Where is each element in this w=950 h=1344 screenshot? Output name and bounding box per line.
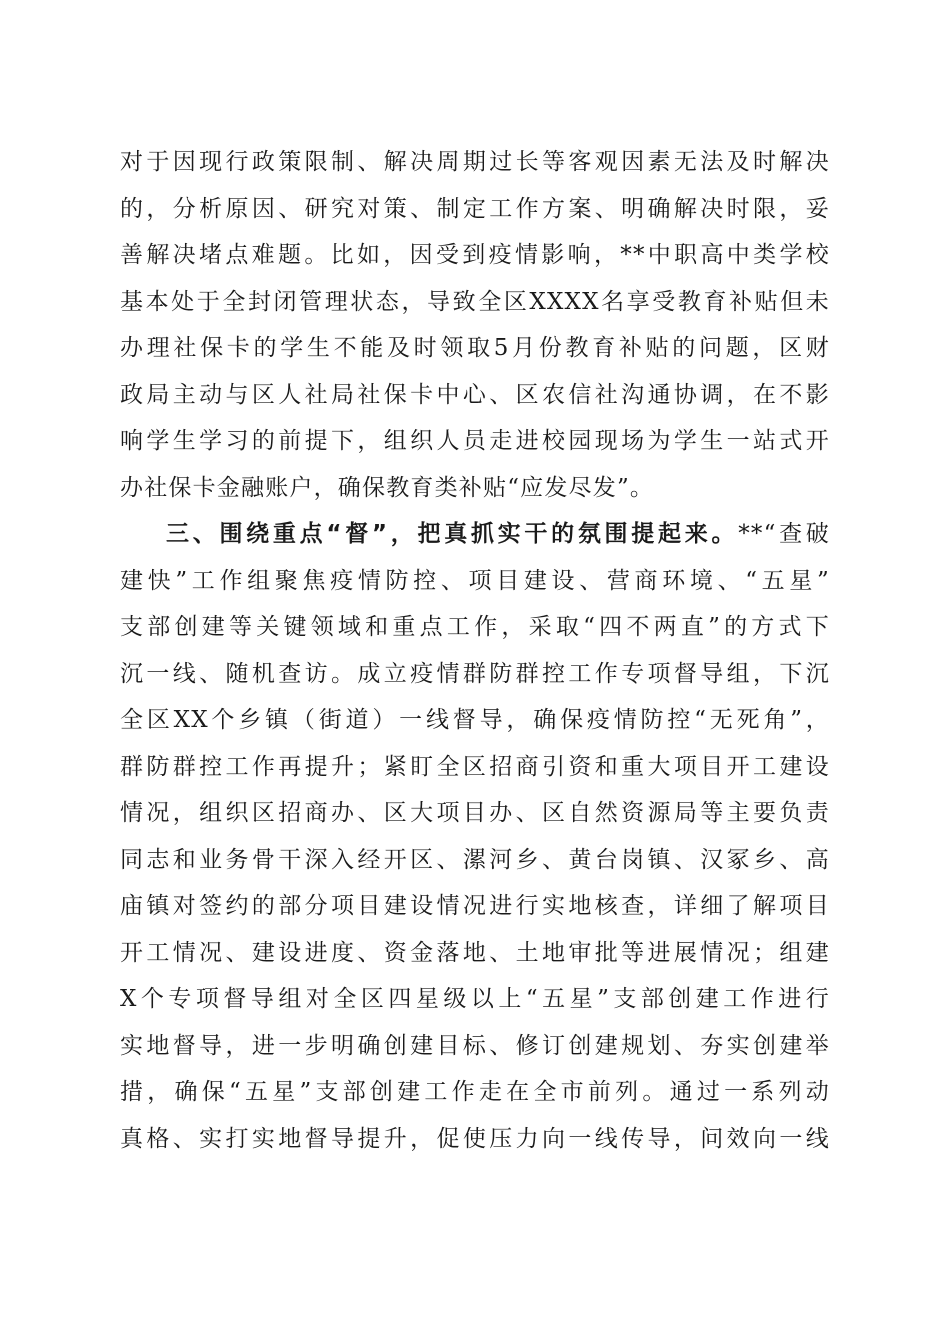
paragraph-1-line: 响学生学习的前提下，组织人员走进校园现场为学生一站式开 xyxy=(120,428,830,454)
paragraph-1-line: 的，分析原因、研究对策、制定工作方案、明确解决时限，妥 xyxy=(120,195,830,222)
paragraph-2-line: 庙镇对签约的部分项目建设情况进行实地核查，详细了解项目 xyxy=(120,893,830,919)
paragraph-2 xyxy=(120,511,830,1162)
paragraph-2-line: 全区XX个乡镇（街道）一线督导，确保疫情防控“无死角”， xyxy=(120,707,830,733)
paragraph-2-first-line xyxy=(120,511,830,558)
paragraph-2-line: 群防群控工作再提升；紧盯全区招商引资和重大项目开工建设 xyxy=(120,753,830,780)
paragraph-1-line: 对于因现行政策限制、解决周期过长等客观因素无法及时解决 xyxy=(120,149,830,175)
paragraph-1-line: 基本处于全封闭管理状态，导致全区XXXX名享受教育补贴但未 xyxy=(120,288,830,315)
paragraph-1-line: 政局主动与区人社局社保卡中心、区农信社沟通协调，在不影 xyxy=(120,381,830,408)
paragraph-2-line: 同志和业务骨干深入经开区、漯河乡、黄台岗镇、汉冢乡、高 xyxy=(120,846,830,873)
section-heading: 三、围绕重点“督”，把真抓实干的氛围提起来。 xyxy=(166,521,739,547)
paragraph-2-line: 支部创建等关键领域和重点工作，采取“四不两直”的方式下 xyxy=(120,614,830,640)
paragraph-2-line: 真格、实打实地督导提升，促使压力向一线传导，问效向一线 xyxy=(120,1125,830,1152)
paragraph-1-line: 办理社保卡的学生不能及时领取5月份教育补贴的问题，区财 xyxy=(120,335,830,361)
paragraph-1-line: 办社保卡金融账户，确保教育类补贴“应发尽发”。 xyxy=(120,474,655,501)
paragraph-1-line: 善解决堵点难题。比如，因受到疫情影响，**中职高中类学校 xyxy=(120,242,830,268)
paragraph-2-line: 沉一线、随机查访。成立疫情群防群控工作专项督导组，下沉 xyxy=(120,660,830,687)
paragraph-2-line: 开工情况、建设进度、资金落地、土地审批等进展情况；组建 xyxy=(120,939,830,966)
paragraph-1 xyxy=(120,139,830,511)
paragraph-2-line: X个专项督导组对全区四星级以上“五星”支部创建工作进行 xyxy=(120,986,830,1012)
paragraph-2-first-line-rest: **“查破 xyxy=(738,521,830,547)
paragraph-2-line: 情况，组织区招商办、区大项目办、区自然资源局等主要负责 xyxy=(120,800,830,826)
paragraph-2-line: 建快”工作组聚焦疫情防控、项目建设、营商环境、“五星” xyxy=(120,567,830,594)
paragraph-2-line: 实地督导，进一步明确创建目标、修订创建规划、夯实创建举 xyxy=(120,1032,830,1059)
document-body xyxy=(120,139,830,1162)
paragraph-2-line: 措，确保“五星”支部创建工作走在全市前列。通过一系列动 xyxy=(120,1079,830,1105)
